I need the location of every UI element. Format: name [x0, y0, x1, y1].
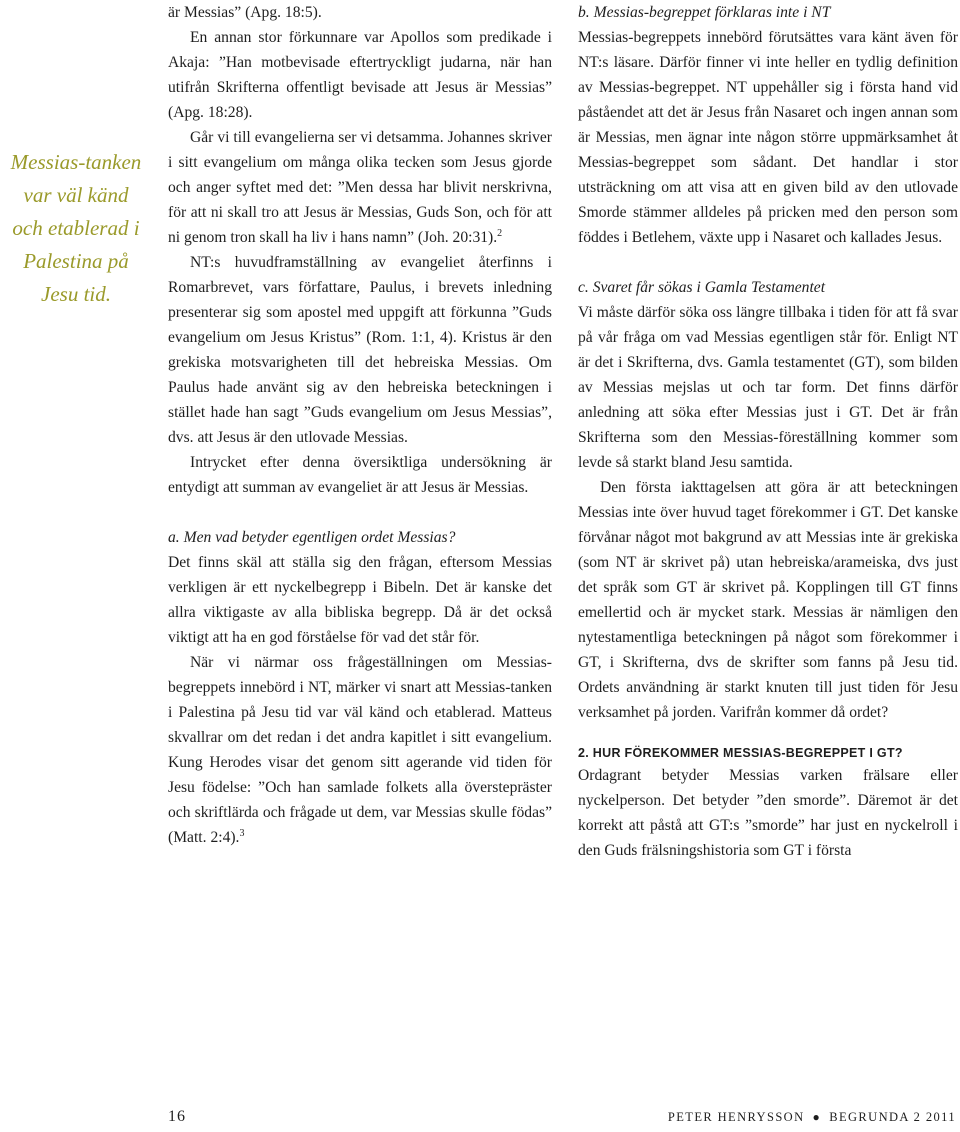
- paragraph: En annan stor förkunnare var Apollos som predikade i Akaja: ”Han motbevisade eftertryckligt judarna, när han utifrån Skrifterna offentligt bevisade att Jesus är Messias” (Apg. 18:28).: [168, 29, 552, 121]
- running-footer: [668, 1110, 956, 1125]
- paragraph: [168, 650, 552, 850]
- paragraph: Den första iakttagelsen att göra är att beteckningen Messias inte över huvud taget förekommer i GT. Det kanske förvånar något mot bakgrund av att Messias inte är grekiska (som NT är skrivet på) utan hebreiska/arameiska, dvs just det språk som GT är skrivet på. Kopplingen till GT finns emellertid och är mycket stark. Messias är nämligen den nytestamentliga beteckningen på något som förekommer i GT, i Skrifterna, dvs de skrifter som fanns på Jesu tid. Ordets användning är starkt knuten till just tiden för Jesu verksamhet på jorden. Varifrån kommer då ordet?: [578, 479, 958, 721]
- paragraph: Messias-begreppets innebörd förutsättes vara känt även för NT:s läsare. Därför finner vi inte heller en tydlig definition av Messias-begreppet. NT uppehåller sig i första hand vid påståendet att det är Jesus från Nasaret och ingen annan som är Messias, men ägnar inte någon större uppmärksamhet åt Messias-begreppet som sådant. Det handlar i stor utsträckning om att visa att en given bild av den utlovade Smorde stämmer alldeles på pricken med den person som föddes i Betlehem, växte upp i Nasaret och kallades Jesus.: [578, 29, 958, 246]
- paragraph: Det finns skäl att ställa sig den frågan, eftersom Messias verkligen är ett nyckelbegrepp i Bibeln. Det är kanske det allra viktigaste av alla bibliska begrepp. Då är det också viktigt att ha en god förståelse för vad det står för.: [168, 554, 552, 646]
- paragraph: Vi måste därför söka oss längre tillbaka i tiden för att få svar på vår fråga om vad Messias egentligen står för. Enligt NT är det i Skrifterna, dvs. Gamla testamentet (GT), som bilden av Messias mejslas ut och tar form. Det finns därför anledning att söka efter Messias just i GT. Det är från Skrifterna som den Messias-föreställning kommer som levde så starkt bland Jesu samtida.: [578, 304, 958, 471]
- section-heading: c. Svaret får sökas i Gamla Testamentet: [578, 279, 826, 296]
- footer-author: PETER HENRYSSON: [667, 1110, 805, 1124]
- margin-note: Messias-tanken var väl känd och etablerad i Palestina på Jesu tid.: [10, 150, 142, 306]
- bullet-icon: ●: [812, 1110, 822, 1124]
- paragraph: [168, 125, 552, 250]
- chapter-heading: 2. HUR FÖREKOMMER MESSIAS-BEGREPPET I GT?: [578, 746, 903, 760]
- footer-publication: BEGRUNDA 2 2011: [829, 1110, 956, 1124]
- footnote-marker: 2: [497, 227, 503, 239]
- paragraph: Intrycket efter denna översiktliga undersökning är entydigt att summan av evangeliet är att Jesus är Messias.: [168, 454, 552, 496]
- column-right: [578, 0, 958, 863]
- section-heading: a. Men vad betyder egentligen ordet Messias?: [168, 529, 456, 546]
- section-heading: b. Messias-begreppet förklaras inte i NT: [578, 4, 831, 21]
- paragraph-text: När vi närmar oss frågeställningen om Messias-begreppets innebörd i NT, märker vi snart att Messias-tanken i Palestina på Jesu tid var väl känd och etablerad. Matteus skvallrar om det redan i det andra kapitlet i sitt evangelium. Kung Herodes visar det genom sitt agerande vid tiden för Jesu födelse: ”Och han samlade folkets alla överstepräster och skriftlärda och frågade ut dem, var Messias skulle födas” (Matt. 2:4).: [168, 654, 552, 846]
- column-middle: [168, 0, 552, 850]
- paragraph: är Messias” (Apg. 18:5).: [168, 4, 322, 21]
- paragraph: NT:s huvudframställning av evangeliet återfinns i Romarbrevet, vars författare, Paulus, i brevets inledning presenterar sig som apostel med uppgift att förkunna ”Guds evangelium om Jesus Kristus” (Rom. 1:1, 4). Kristus är den grekiska motsvarigheten till det hebreiska Messias. Om Paulus hade använt sig av den hebreiska beteckningen i stället hade han sagt ”Guds evangelium om Jesus Messias”, dvs. att Jesus är den utlovade Messias.: [168, 254, 552, 446]
- footnote-marker: 3: [239, 827, 245, 839]
- paragraph: Ordagrant betyder Messias varken frälsare eller nyckelperson. Det betyder ”den smorde”. Däremot är det korrekt att påstå att GT:s ”smorde” har just en nyckelroll i den Guds frälsningshistoria som GT i första: [578, 767, 958, 859]
- page-number: 16: [168, 1108, 186, 1125]
- paragraph-text: Går vi till evangelierna ser vi detsamma. Johannes skriver i sitt evangelium om många olika tecken som Jesus gjorde och anger syftet med det: ”Men dessa har blivit nerskrivna, för att ni skall tro att Jesus är Messias, Guds Son, och för att ni genom tron skall ha liv i hans namn” (Joh. 20:31).: [168, 129, 552, 246]
